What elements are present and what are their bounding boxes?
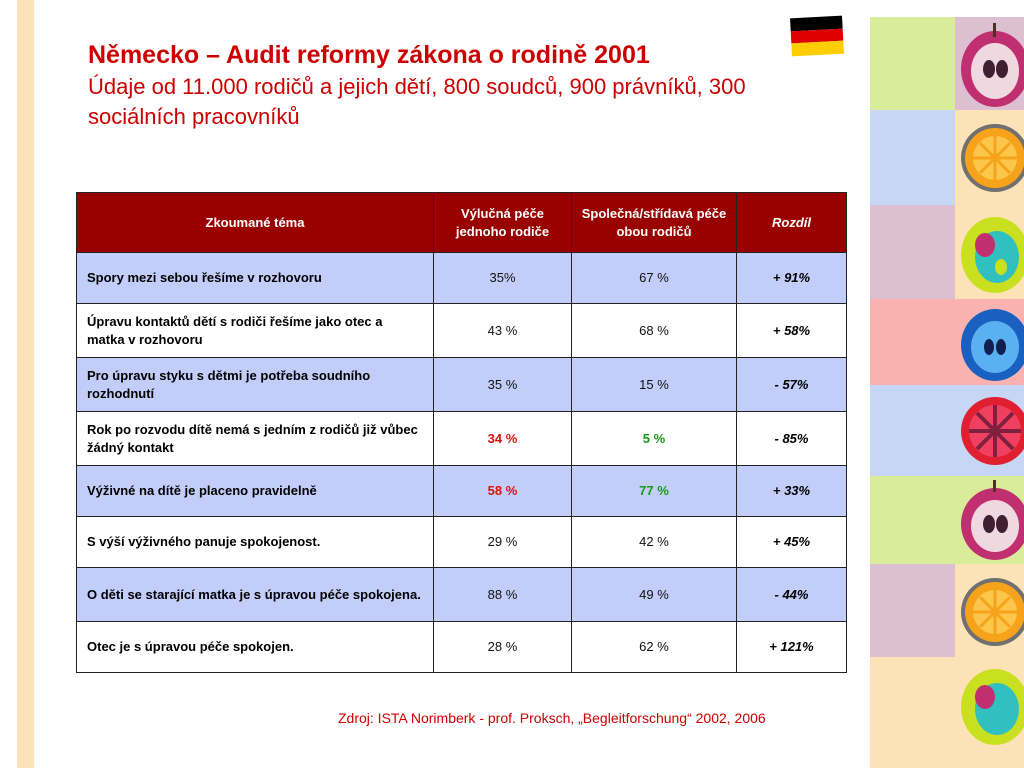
row-topic: Rok po rozvodu dítě nemá s jedním z rodičů již vůbec žádný kontakt bbox=[77, 412, 434, 466]
row-difference: - 57% bbox=[737, 358, 847, 412]
table-row bbox=[77, 412, 847, 466]
red-citrus-icon bbox=[955, 385, 1024, 476]
apple-slice-icon bbox=[955, 17, 1024, 110]
green-apple-icon bbox=[955, 657, 1024, 751]
row-difference: + 45% bbox=[737, 517, 847, 568]
germany-flag-icon bbox=[790, 16, 844, 57]
row-sole-value: 35% bbox=[434, 253, 572, 304]
decor-bottom-strip bbox=[870, 751, 1024, 768]
decor-tile bbox=[870, 385, 955, 476]
header-shared-custody: Společná/střídavá péče obou rodičů bbox=[572, 193, 737, 253]
row-shared-value: 5 % bbox=[572, 412, 737, 466]
row-difference: + 121% bbox=[737, 622, 847, 673]
table-row bbox=[77, 517, 847, 568]
row-topic: Otec je s úpravou péče spokojen. bbox=[77, 622, 434, 673]
decor-tile bbox=[870, 657, 955, 751]
table-row bbox=[77, 253, 847, 304]
row-shared-value: 42 % bbox=[572, 517, 737, 568]
row-sole-value: 29 % bbox=[434, 517, 572, 568]
blue-apple-icon bbox=[955, 299, 1024, 385]
row-difference: - 44% bbox=[737, 568, 847, 622]
row-topic: S výší výživného panuje spokojenost. bbox=[77, 517, 434, 568]
row-sole-value: 35 % bbox=[434, 358, 572, 412]
orange-slice-icon bbox=[955, 110, 1024, 205]
row-topic: Úpravu kontaktů dětí s rodiči řešíme jako otec a matka v rozhovoru bbox=[77, 304, 434, 358]
row-shared-value: 15 % bbox=[572, 358, 737, 412]
row-difference: - 85% bbox=[737, 412, 847, 466]
row-difference: + 33% bbox=[737, 466, 847, 517]
decor-tile bbox=[870, 205, 955, 299]
row-shared-value: 68 % bbox=[572, 304, 737, 358]
row-topic: Pro úpravu styku s dětmi je potřeba soudního rozhodnutí bbox=[77, 358, 434, 412]
left-decor-stripe bbox=[17, 0, 34, 768]
decor-tile bbox=[870, 564, 955, 657]
table-row bbox=[77, 466, 847, 517]
apple-slice-icon bbox=[955, 476, 1024, 564]
table-row bbox=[77, 568, 847, 622]
table-header-row bbox=[77, 193, 847, 253]
row-shared-value: 77 % bbox=[572, 466, 737, 517]
row-difference: + 58% bbox=[737, 304, 847, 358]
row-sole-value: 28 % bbox=[434, 622, 572, 673]
row-sole-value: 58 % bbox=[434, 466, 572, 517]
source-citation: Zdroj: ISTA Norimberk - prof. Proksch, „Begleitforschung“ 2002, 2006 bbox=[338, 710, 766, 726]
decor-tiles bbox=[870, 17, 1024, 751]
table-row bbox=[77, 622, 847, 673]
decor-tile bbox=[870, 110, 955, 205]
row-sole-value: 43 % bbox=[434, 304, 572, 358]
row-sole-value: 34 % bbox=[434, 412, 572, 466]
header-sole-custody: Výlučná péče jednoho rodiče bbox=[434, 193, 572, 253]
header-difference: Rozdíl bbox=[737, 193, 847, 253]
row-shared-value: 49 % bbox=[572, 568, 737, 622]
row-sole-value: 88 % bbox=[434, 568, 572, 622]
decor-tile bbox=[870, 17, 955, 110]
decor-tile bbox=[870, 476, 955, 564]
row-difference: + 91% bbox=[737, 253, 847, 304]
title-block bbox=[88, 40, 828, 132]
green-apple-icon bbox=[955, 205, 1024, 299]
row-shared-value: 67 % bbox=[572, 253, 737, 304]
table-row bbox=[77, 304, 847, 358]
orange-slice-icon bbox=[955, 564, 1024, 657]
table-row bbox=[77, 358, 847, 412]
row-topic: Spory mezi sebou řešíme v rozhovoru bbox=[77, 253, 434, 304]
row-topic: Výživné na dítě je placeno pravidelně bbox=[77, 466, 434, 517]
row-topic: O děti se starající matka je s úpravou péče spokojena. bbox=[77, 568, 434, 622]
row-shared-value: 62 % bbox=[572, 622, 737, 673]
decor-tile bbox=[870, 299, 955, 385]
header-topic: Zkoumané téma bbox=[77, 193, 434, 253]
slide-subtitle: Údaje od 11.000 rodičů a jejich dětí, 800 soudců, 900 právníků, 300 sociálních pracovníků bbox=[88, 74, 746, 129]
slide-title: Německo – Audit reformy zákona o rodině 2001 bbox=[88, 41, 650, 69]
audit-results-table bbox=[76, 192, 847, 673]
